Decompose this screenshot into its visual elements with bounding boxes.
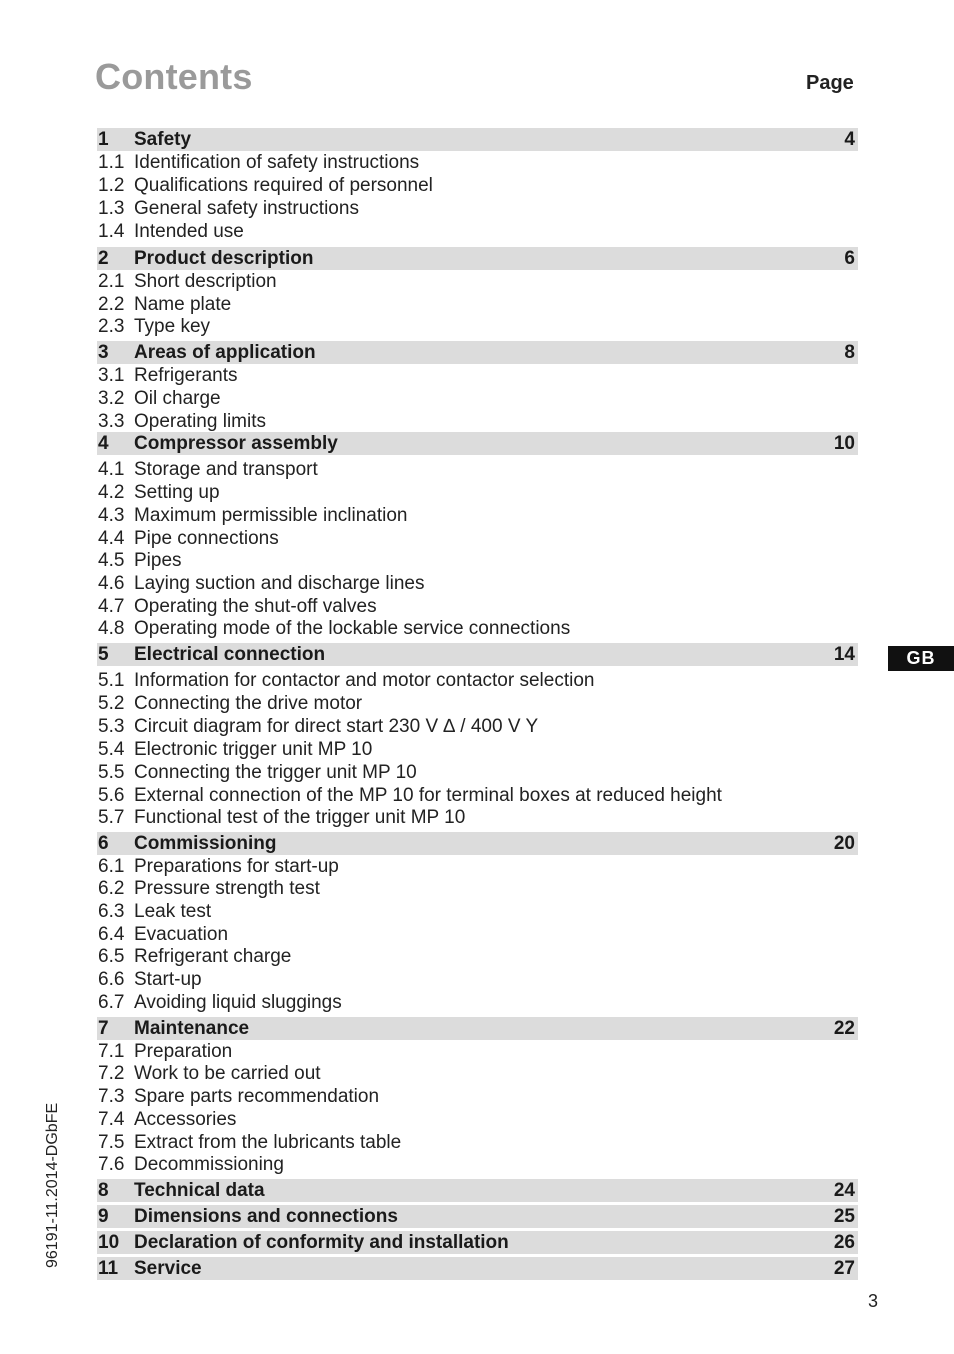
toc-subsection-number: 6.1	[98, 856, 125, 877]
toc-subsection-number: 4.8	[98, 618, 125, 639]
toc-subsection-row[interactable]	[97, 945, 858, 968]
toc-subsection-row[interactable]	[97, 364, 858, 387]
toc-subsection-row[interactable]	[97, 410, 858, 433]
toc-subsection-row[interactable]	[97, 692, 858, 715]
toc-subsection-row[interactable]	[97, 761, 858, 784]
toc-subsection-title: Type key	[134, 316, 211, 337]
toc-section-title: Areas of application	[134, 342, 316, 363]
toc-subsection-number: 6.5	[98, 946, 125, 967]
toc-subsection-row[interactable]	[97, 220, 858, 243]
toc-section-row[interactable]	[97, 1179, 858, 1202]
toc-section-row[interactable]	[97, 247, 858, 270]
toc-subsection-row[interactable]	[97, 595, 858, 618]
toc-section-row[interactable]	[97, 643, 858, 666]
toc-section-row[interactable]	[97, 1205, 858, 1228]
toc-subsection-title: Pipe connections	[134, 528, 279, 549]
toc-subsection-number: 3.2	[98, 388, 125, 409]
toc-page-number: 4	[844, 129, 855, 150]
toc-subsection-row[interactable]	[97, 738, 858, 761]
toc-subsection-title: Preparations for start-up	[134, 856, 339, 877]
toc-subsection-row[interactable]	[97, 504, 858, 527]
toc-section-title: Compressor assembly	[134, 433, 338, 454]
toc-subsection-number: 6.6	[98, 969, 125, 990]
toc-subsection-row[interactable]	[97, 315, 858, 338]
toc-subsection-number: 4.5	[98, 550, 125, 571]
toc-subsection-number: 6.3	[98, 901, 125, 922]
toc-section-title: Service	[134, 1258, 202, 1279]
toc-subsection-row[interactable]	[97, 715, 858, 738]
toc-page-number: 8	[844, 342, 855, 363]
toc-subsection-number: 7.6	[98, 1154, 125, 1175]
toc-subsection-row[interactable]	[97, 923, 858, 946]
toc-subsection-number: 4.7	[98, 596, 125, 617]
toc-section-number: 7	[98, 1018, 109, 1039]
toc-section-row[interactable]	[97, 1017, 858, 1040]
toc-subsection-row[interactable]	[97, 270, 858, 293]
toc-subsection-number: 4.2	[98, 482, 125, 503]
toc-subsection-title: Refrigerants	[134, 365, 238, 386]
toc-subsection-number: 4.3	[98, 505, 125, 526]
page-column-label: Page	[806, 72, 854, 94]
toc-subsection-number: 7.4	[98, 1109, 125, 1130]
toc-section-number: 10	[98, 1232, 120, 1253]
language-tab-gb: GB	[888, 646, 954, 671]
toc-subsection-row[interactable]	[97, 617, 858, 640]
toc-subsection-number: 7.5	[98, 1132, 125, 1153]
toc-page-number: 24	[833, 1180, 855, 1201]
toc-subsection-row[interactable]	[97, 1040, 858, 1063]
toc-subsection-title: Oil charge	[134, 388, 221, 409]
toc-subsection-row[interactable]	[97, 855, 858, 878]
toc-subsection-title: General safety instructions	[134, 198, 359, 219]
toc-subsection-row[interactable]	[97, 900, 858, 923]
toc-subsection-number: 2.1	[98, 271, 125, 292]
toc-subsection-title: Evacuation	[134, 924, 229, 945]
toc-subsection-title: Storage and transport	[134, 459, 318, 480]
toc-subsection-title: Information for contactor and motor contactor selection	[134, 670, 595, 691]
toc-subsection-row[interactable]	[97, 174, 858, 197]
toc-subsection-number: 5.7	[98, 807, 125, 828]
toc-subsection-number: 6.2	[98, 878, 125, 899]
toc-page-number: 26	[833, 1232, 855, 1253]
toc-subsection-title: Circuit diagram for direct start 230 V ∆ / 400 V Y	[134, 716, 539, 737]
toc-subsection-number: 2.3	[98, 316, 125, 337]
toc-subsection-title: Decommissioning	[134, 1154, 284, 1175]
toc-subsection-row[interactable]	[97, 293, 858, 316]
toc-subsection-number: 4.6	[98, 573, 125, 594]
toc-subsection-title: Maximum permissible inclination	[134, 505, 408, 526]
toc-section-row[interactable]	[97, 832, 858, 855]
toc-section-title: Commissioning	[134, 833, 277, 854]
toc-subsection-title: Connecting the trigger unit MP 10	[134, 762, 417, 783]
toc-page-number: 6	[844, 248, 855, 269]
toc-subsection-title: Qualifications required of personnel	[134, 175, 433, 196]
toc-subsection-row[interactable]	[97, 968, 858, 991]
toc-subsection-title: Operating mode of the lockable service connections	[134, 618, 571, 639]
toc-subsection-row[interactable]	[97, 806, 858, 829]
toc-subsection-title: Work to be carried out	[134, 1063, 321, 1084]
toc-subsection-row[interactable]	[97, 197, 858, 220]
toc-section-title: Maintenance	[134, 1018, 250, 1039]
toc-subsection-title: Spare parts recommendation	[134, 1086, 380, 1107]
toc-subsection-number: 5.6	[98, 785, 125, 806]
toc-subsection-number: 5.5	[98, 762, 125, 783]
toc-page-number: 25	[833, 1206, 855, 1227]
toc-subsection-title: Pipes	[134, 550, 182, 571]
toc-section-number: 11	[98, 1258, 119, 1279]
page-title: Contents	[95, 56, 253, 97]
toc-subsection-row[interactable]	[97, 1062, 858, 1085]
toc-subsection-number: 1.1	[98, 152, 125, 173]
toc-subsection-row[interactable]	[97, 387, 858, 410]
toc-section-title: Technical data	[134, 1180, 265, 1201]
toc-subsection-number: 1.3	[98, 198, 125, 219]
toc-subsection-row[interactable]	[97, 991, 858, 1014]
toc-subsection-title: Operating limits	[134, 411, 266, 432]
toc-subsection-row[interactable]	[97, 481, 858, 504]
toc-page-number: 20	[833, 833, 855, 854]
toc-subsection-row[interactable]	[97, 572, 858, 595]
toc-subsection-title: Intended use	[134, 221, 244, 242]
toc-subsection-title: Leak test	[134, 901, 212, 922]
toc-subsection-row[interactable]	[97, 1085, 858, 1108]
toc-subsection-number: 7.2	[98, 1063, 125, 1084]
toc-page-number: 22	[833, 1018, 855, 1039]
toc-subsection-title: Preparation	[134, 1041, 233, 1062]
toc-subsection-number: 4.1	[98, 459, 125, 480]
toc-subsection-number: 5.3	[98, 716, 125, 737]
toc-subsection-row[interactable]	[97, 1108, 858, 1131]
toc-section-number: 2	[98, 248, 109, 269]
toc-subsection-title: Name plate	[134, 294, 232, 315]
toc-section-number: 3	[98, 342, 109, 363]
toc-subsection-title: Laying suction and discharge lines	[134, 573, 425, 594]
toc-section-title: Safety	[134, 129, 192, 150]
toc-section-number: 1	[98, 129, 109, 150]
toc-subsection-title: Connecting the drive motor	[134, 693, 363, 714]
toc-subsection-title: Pressure strength test	[134, 878, 320, 899]
toc-section-row[interactable]	[97, 128, 858, 151]
toc-subsection-number: 3.1	[98, 365, 125, 386]
toc-section-row[interactable]	[97, 1231, 858, 1254]
toc-subsection-number: 2.2	[98, 294, 125, 315]
toc-subsection-number: 5.4	[98, 739, 125, 760]
toc-subsection-title: Electronic trigger unit MP 10	[134, 739, 373, 760]
toc-subsection-row[interactable]	[97, 877, 858, 900]
toc-section-number: 4	[98, 433, 109, 454]
toc-subsection-title: Accessories	[134, 1109, 237, 1130]
toc-page-number: 27	[833, 1258, 855, 1279]
toc-section-number: 6	[98, 833, 109, 854]
toc-subsection-number: 5.1	[98, 670, 125, 691]
toc-subsection-number: 5.2	[98, 693, 125, 714]
toc-subsection-title: Start-up	[134, 969, 202, 990]
toc-subsection-number: 6.4	[98, 924, 125, 945]
toc-subsection-title: Setting up	[134, 482, 220, 503]
toc-subsection-title: Short description	[134, 271, 277, 292]
toc-subsection-title: Operating the shut-off valves	[134, 596, 377, 617]
toc-subsection-number: 4.4	[98, 528, 125, 549]
toc-subsection-title: Refrigerant charge	[134, 946, 292, 967]
toc-subsection-row[interactable]	[97, 527, 858, 550]
toc-subsection-title: Avoiding liquid sluggings	[134, 992, 342, 1013]
toc-section-title: Dimensions and connections	[134, 1206, 398, 1227]
toc-subsection-number: 1.4	[98, 221, 125, 242]
toc-section-number: 9	[98, 1206, 109, 1227]
toc-section-row[interactable]	[97, 1257, 858, 1280]
toc-subsection-number: 1.2	[98, 175, 125, 196]
toc-section-title: Electrical connection	[134, 644, 326, 665]
toc-subsection-number: 3.3	[98, 411, 125, 432]
toc-page-number: 10	[833, 433, 855, 454]
toc-subsection-title: Functional test of the trigger unit MP 10	[134, 807, 466, 828]
toc-subsection-row[interactable]	[97, 784, 858, 807]
toc-subsection-number: 6.7	[98, 992, 125, 1013]
toc-subsection-number: 7.1	[98, 1041, 125, 1062]
toc-subsection-row[interactable]	[97, 1153, 858, 1176]
document-id: 96191-11.2014-DGbFE	[44, 1102, 61, 1268]
toc-subsection-row[interactable]	[97, 669, 858, 692]
toc-subsection-title: External connection of the MP 10 for terminal boxes at reduced height	[134, 785, 722, 806]
toc-subsection-number: 7.3	[98, 1086, 125, 1107]
toc-subsection-row[interactable]	[97, 151, 858, 174]
toc-section-number: 8	[98, 1180, 109, 1201]
toc-page-number: 14	[833, 644, 855, 665]
toc-subsection-title: Identification of safety instructions	[134, 152, 420, 173]
toc-section-row[interactable]	[97, 432, 858, 455]
toc-section-title: Product description	[134, 248, 314, 269]
toc-subsection-row[interactable]	[97, 549, 858, 572]
toc-subsection-row[interactable]	[97, 458, 858, 481]
toc-section-number: 5	[98, 644, 109, 665]
toc-subsection-row[interactable]	[97, 1131, 858, 1154]
page-number: 3	[868, 1291, 879, 1311]
toc-section-row[interactable]	[97, 341, 858, 364]
toc-section-title: Declaration of conformity and installation	[134, 1232, 509, 1253]
toc-subsection-title: Extract from the lubricants table	[134, 1132, 402, 1153]
